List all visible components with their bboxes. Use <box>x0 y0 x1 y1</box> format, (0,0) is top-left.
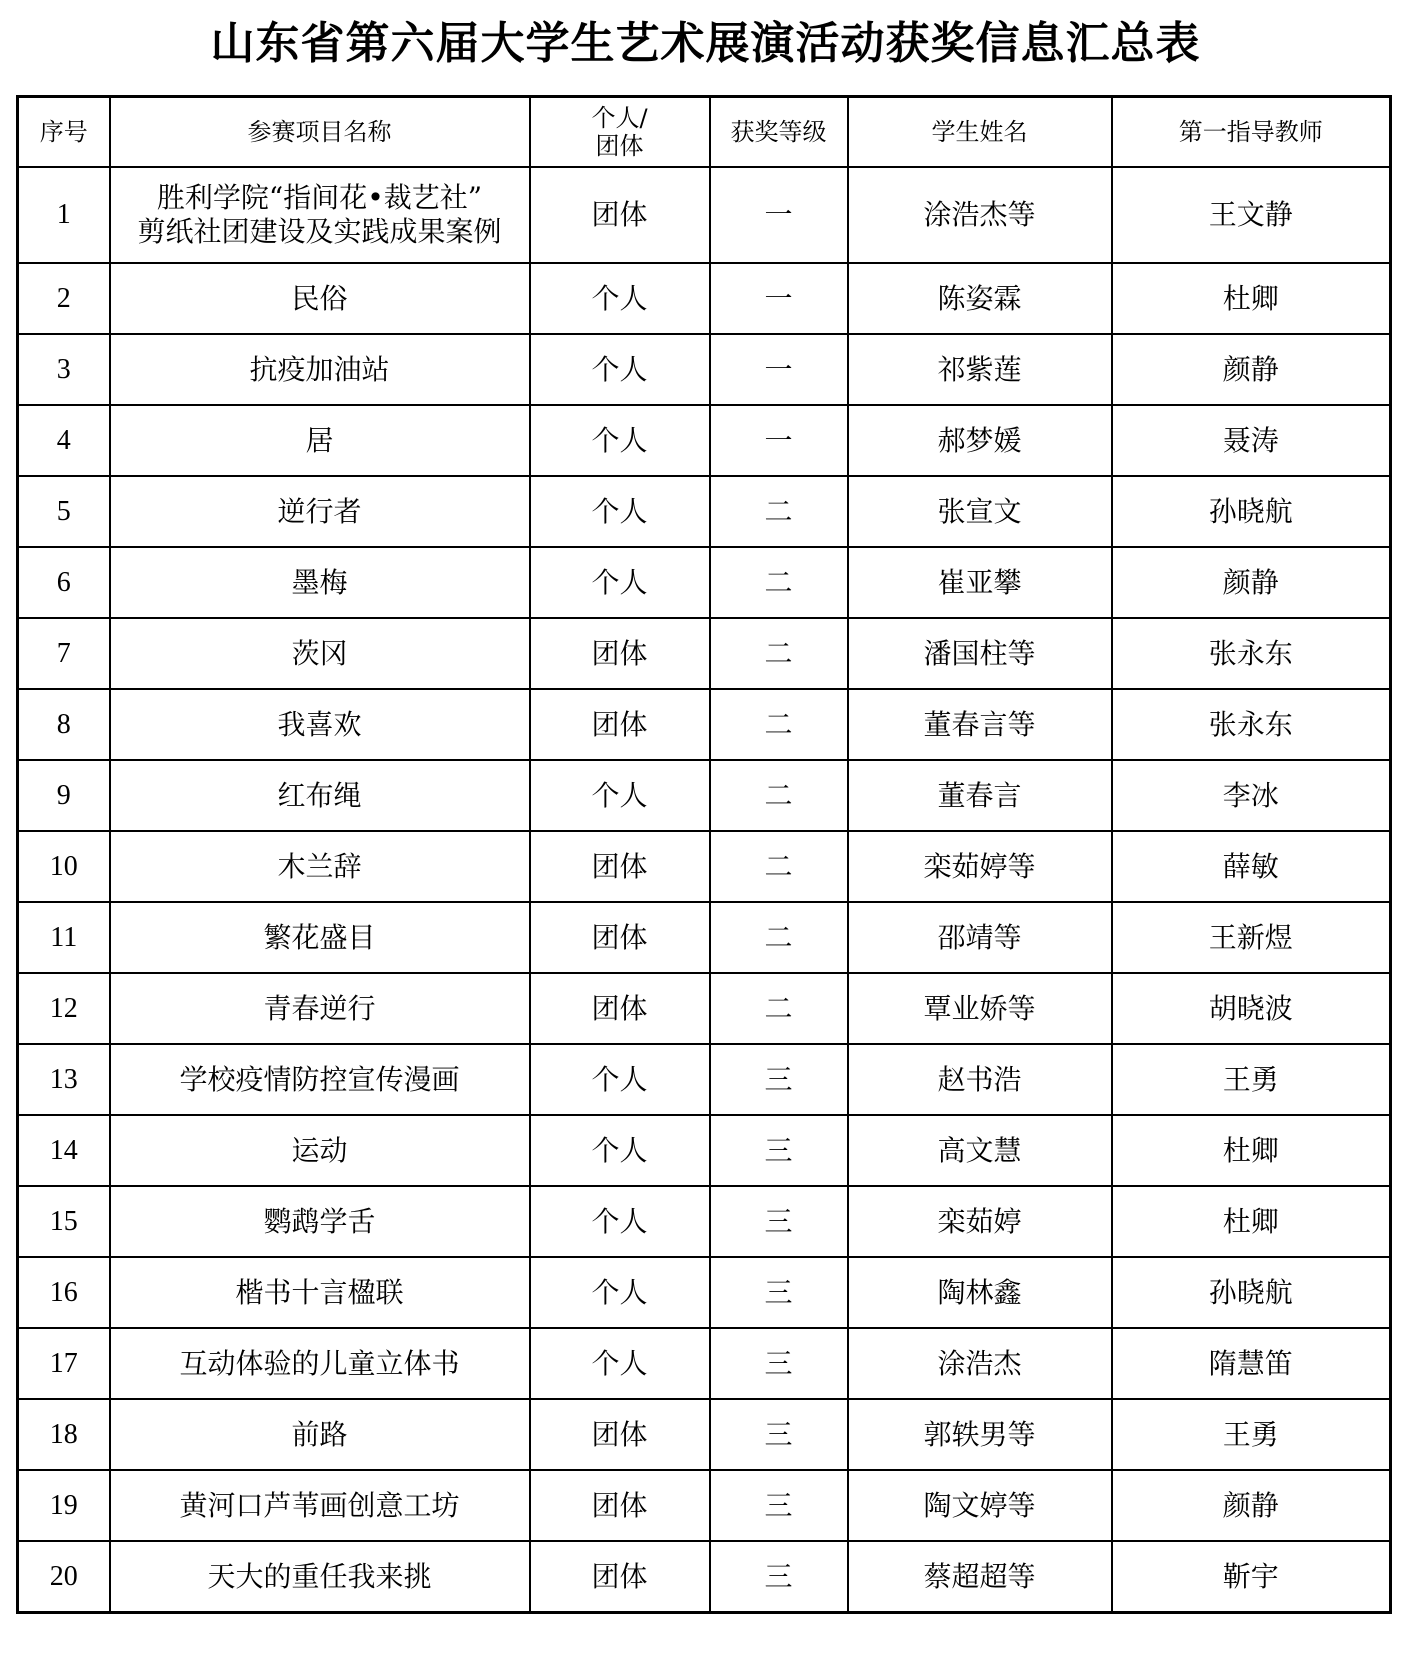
cell-index: 2 <box>18 263 110 334</box>
cell-index: 7 <box>18 618 110 689</box>
cell-index: 18 <box>18 1399 110 1470</box>
cell-teacher: 薛敏 <box>1112 831 1391 902</box>
cell-student: 陈姿霖 <box>848 263 1112 334</box>
table-row <box>18 1541 1391 1613</box>
cell-project: 抗疫加油站 <box>110 334 530 405</box>
cell-teacher: 孙晓航 <box>1112 476 1391 547</box>
cell-level: 三 <box>710 1470 848 1541</box>
cell-student: 栾茹婷 <box>848 1186 1112 1257</box>
cell-student: 栾茹婷等 <box>848 831 1112 902</box>
table-row <box>18 1328 1391 1399</box>
cell-project: 茨冈 <box>110 618 530 689</box>
cell-level: 一 <box>710 263 848 334</box>
cell-project: 学校疫情防控宣传漫画 <box>110 1044 530 1115</box>
header-student: 学生姓名 <box>848 97 1112 168</box>
cell-level: 二 <box>710 689 848 760</box>
cell-index: 3 <box>18 334 110 405</box>
cell-type: 团体 <box>530 1541 710 1613</box>
cell-project: 红布绳 <box>110 760 530 831</box>
cell-type: 个人 <box>530 1115 710 1186</box>
cell-teacher: 隋慧笛 <box>1112 1328 1391 1399</box>
table-row <box>18 689 1391 760</box>
header-type-line2: 团体 <box>595 132 644 160</box>
table-row <box>18 1470 1391 1541</box>
cell-level: 三 <box>710 1115 848 1186</box>
cell-student: 陶林鑫 <box>848 1257 1112 1328</box>
cell-project: 繁花盛目 <box>110 902 530 973</box>
cell-level: 二 <box>710 760 848 831</box>
cell-project: 运动 <box>110 1115 530 1186</box>
cell-student: 邵靖等 <box>848 902 1112 973</box>
cell-project-line1: 胜利学院“指间花•裁艺社” <box>156 181 483 214</box>
cell-teacher: 杜卿 <box>1112 1186 1391 1257</box>
cell-type: 个人 <box>530 547 710 618</box>
cell-type: 团体 <box>530 167 710 263</box>
cell-student: 董春言 <box>848 760 1112 831</box>
cell-type: 个人 <box>530 263 710 334</box>
cell-type: 个人 <box>530 760 710 831</box>
cell-teacher: 王勇 <box>1112 1044 1391 1115</box>
cell-index: 8 <box>18 689 110 760</box>
table-row <box>18 263 1391 334</box>
header-project: 参赛项目名称 <box>110 97 530 168</box>
cell-index: 19 <box>18 1470 110 1541</box>
cell-type: 团体 <box>530 1470 710 1541</box>
table-row <box>18 334 1391 405</box>
cell-teacher: 王勇 <box>1112 1399 1391 1470</box>
header-type-line1: 个人/ <box>591 104 648 132</box>
cell-teacher: 聂涛 <box>1112 405 1391 476</box>
cell-project: 木兰辞 <box>110 831 530 902</box>
cell-level: 三 <box>710 1044 848 1115</box>
cell-type: 团体 <box>530 902 710 973</box>
cell-index: 15 <box>18 1186 110 1257</box>
cell-teacher: 王新煜 <box>1112 902 1391 973</box>
cell-student: 高文慧 <box>848 1115 1112 1186</box>
cell-teacher: 靳宇 <box>1112 1541 1391 1613</box>
cell-teacher: 杜卿 <box>1112 1115 1391 1186</box>
cell-student: 涂浩杰等 <box>848 167 1112 263</box>
cell-project: 墨梅 <box>110 547 530 618</box>
cell-student: 郭轶男等 <box>848 1399 1112 1470</box>
table-row <box>18 973 1391 1044</box>
cell-type: 团体 <box>530 618 710 689</box>
cell-level: 三 <box>710 1257 848 1328</box>
cell-index: 11 <box>18 902 110 973</box>
cell-level: 二 <box>710 831 848 902</box>
cell-teacher: 张永东 <box>1112 618 1391 689</box>
cell-teacher: 孙晓航 <box>1112 1257 1391 1328</box>
cell-index: 12 <box>18 973 110 1044</box>
cell-type: 个人 <box>530 405 710 476</box>
table-row <box>18 760 1391 831</box>
award-table <box>16 95 1392 1614</box>
cell-project: 黄河口芦苇画创意工坊 <box>110 1470 530 1541</box>
cell-project: 天大的重任我来挑 <box>110 1541 530 1613</box>
cell-type: 个人 <box>530 1257 710 1328</box>
header-level: 获奖等级 <box>710 97 848 168</box>
cell-level: 二 <box>710 547 848 618</box>
cell-type: 个人 <box>530 334 710 405</box>
cell-teacher: 杜卿 <box>1112 263 1391 334</box>
cell-student: 蔡超超等 <box>848 1541 1112 1613</box>
header-index: 序号 <box>18 97 110 168</box>
table-row <box>18 476 1391 547</box>
cell-project: 民俗 <box>110 263 530 334</box>
cell-teacher: 颜静 <box>1112 1470 1391 1541</box>
cell-index: 16 <box>18 1257 110 1328</box>
cell-index: 9 <box>18 760 110 831</box>
cell-teacher: 王文静 <box>1112 167 1391 263</box>
cell-index: 10 <box>18 831 110 902</box>
cell-level: 三 <box>710 1186 848 1257</box>
table-row <box>18 1257 1391 1328</box>
table-row <box>18 618 1391 689</box>
table-row <box>18 1115 1391 1186</box>
cell-project <box>110 167 530 263</box>
cell-student: 崔亚攀 <box>848 547 1112 618</box>
cell-type: 个人 <box>530 1044 710 1115</box>
cell-level: 二 <box>710 476 848 547</box>
table-row <box>18 547 1391 618</box>
cell-index: 14 <box>18 1115 110 1186</box>
cell-project: 楷书十言楹联 <box>110 1257 530 1328</box>
table-row <box>18 1186 1391 1257</box>
cell-student: 覃业娇等 <box>848 973 1112 1044</box>
cell-index: 20 <box>18 1541 110 1613</box>
cell-project-line2: 剪纸社团建设及实践成果案例 <box>137 215 502 248</box>
cell-index: 5 <box>18 476 110 547</box>
header-type <box>530 97 710 168</box>
cell-index: 6 <box>18 547 110 618</box>
cell-level: 一 <box>710 334 848 405</box>
table-row <box>18 902 1391 973</box>
cell-level: 三 <box>710 1399 848 1470</box>
cell-student: 潘国柱等 <box>848 618 1112 689</box>
cell-level: 二 <box>710 973 848 1044</box>
cell-teacher: 胡晓波 <box>1112 973 1391 1044</box>
cell-project: 鹦鹉学舌 <box>110 1186 530 1257</box>
cell-student: 赵书浩 <box>848 1044 1112 1115</box>
cell-student: 陶文婷等 <box>848 1470 1112 1541</box>
cell-index: 1 <box>18 167 110 263</box>
cell-level: 二 <box>710 618 848 689</box>
cell-student: 董春言等 <box>848 689 1112 760</box>
cell-type: 团体 <box>530 689 710 760</box>
cell-teacher: 颜静 <box>1112 547 1391 618</box>
cell-index: 4 <box>18 405 110 476</box>
cell-project: 居 <box>110 405 530 476</box>
cell-level: 一 <box>710 167 848 263</box>
page-title: 山东省第六届大学生艺术展演活动获奖信息汇总表 <box>210 18 1201 69</box>
table-row <box>18 1399 1391 1470</box>
table-row <box>18 405 1391 476</box>
cell-index: 13 <box>18 1044 110 1115</box>
cell-type: 团体 <box>530 1399 710 1470</box>
cell-type: 个人 <box>530 1186 710 1257</box>
cell-type: 团体 <box>530 831 710 902</box>
cell-type: 个人 <box>530 1328 710 1399</box>
cell-project: 青春逆行 <box>110 973 530 1044</box>
cell-type: 团体 <box>530 973 710 1044</box>
cell-project: 逆行者 <box>110 476 530 547</box>
header-teacher: 第一指导教师 <box>1112 97 1391 168</box>
cell-teacher: 李冰 <box>1112 760 1391 831</box>
cell-level: 三 <box>710 1541 848 1613</box>
cell-student: 张宣文 <box>848 476 1112 547</box>
cell-level: 二 <box>710 902 848 973</box>
cell-student: 郝梦媛 <box>848 405 1112 476</box>
cell-type: 个人 <box>530 476 710 547</box>
table-header-row <box>18 97 1391 168</box>
table-row <box>18 831 1391 902</box>
cell-project: 互动体验的儿童立体书 <box>110 1328 530 1399</box>
cell-teacher: 张永东 <box>1112 689 1391 760</box>
cell-level: 三 <box>710 1328 848 1399</box>
cell-project: 我喜欢 <box>110 689 530 760</box>
cell-level: 一 <box>710 405 848 476</box>
cell-student: 涂浩杰 <box>848 1328 1112 1399</box>
table-row <box>18 1044 1391 1115</box>
cell-index: 17 <box>18 1328 110 1399</box>
cell-teacher: 颜静 <box>1112 334 1391 405</box>
table-row <box>18 167 1391 263</box>
cell-project: 前路 <box>110 1399 530 1470</box>
cell-student: 祁紫莲 <box>848 334 1112 405</box>
